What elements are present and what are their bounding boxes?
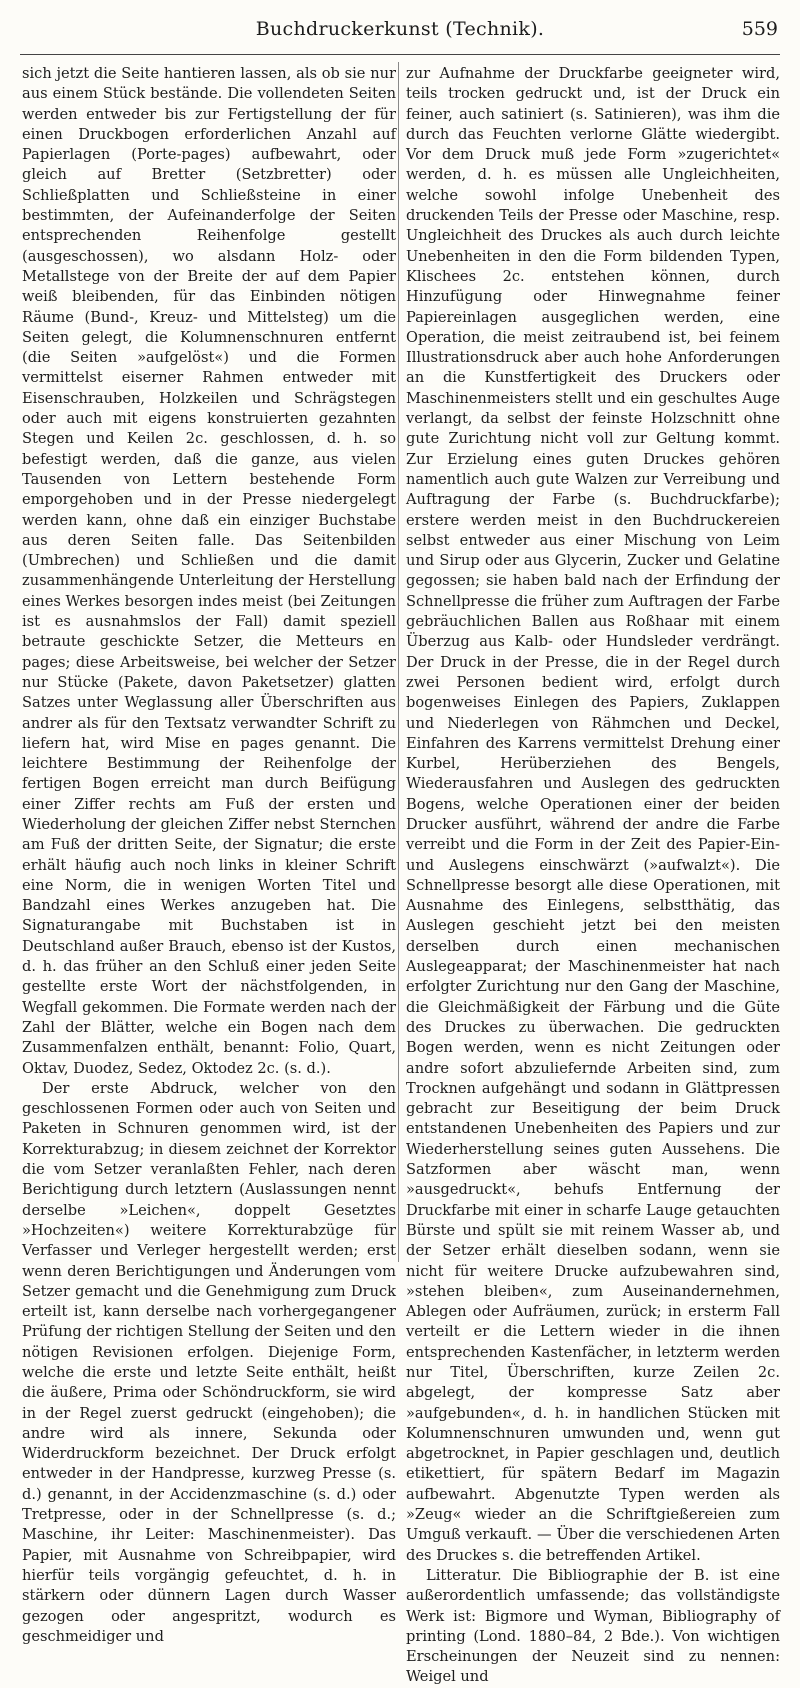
column-divider (398, 62, 399, 1262)
page-number: 559 (741, 18, 778, 40)
running-title: Buchdruckerkunst (Technik). (255, 18, 545, 40)
left-paragraph-1: sich jetzt die Seite hantieren lassen, als ob sie nur aus einem Stück bestände. Die vollendeten Seiten werden entweder bis zur Fertigstellung der für einen Druckbogen erforderlichen Anzahl auf Papierlagen (Porte-pages) aufbewahrt, oder gleich auf Bretter (Setzbretter) oder Schließplatten und Schließsteine in einer bestimmten, der Aufeinanderfolge der Seiten entsprechenden Reihenfolge gestellt (ausgeschossen), wo alsdann Holz- oder Metallstege von der Breite der auf dem Papier weiß bleibenden, für das Einbinden nötigen Räume (Bund-, Kreuz- und Mittelsteg) um die Seiten gelegt, die Kolumnenschnuren entfernt (die Seiten »aufgelöst«) und die Formen vermittelst eiserner Rahmen entweder mit Eisenschrauben, Holzkeilen und Schrägstegen oder auch mit eigens konstruierten gezahnten Stegen und Keilen 2c. geschlossen, d. h. so befestigt werden, daß die ganze, aus vielen Tausenden von Lettern bestehende Form emporgehoben und in der Presse niedergelegt werden kann, ohne daß ein einziger Buchstabe aus deren Seiten falle. Das Seitenbilden (Umbrechen) und Schließen und die damit zusammenhängende Unterleitung der Herstellung eines Werkes besorgen indes meist (bei Zeitungen ist es ausnahmslos der Fall) damit speziell betraute geschickte Setzer, die Metteurs en pages; diese Arbeitsweise, bei welcher der Setzer nur Stücke (Pakete, davon Paketsetzer) glatten Satzes unter Weglassung aller Überschriften aus andrer als für den Textsatz verwandter Schrift zu liefern hat, wird Mise en pages genannt. Die leichtere Bestimmung der Reihenfolge der fertigen Bogen erreicht man durch Beifügung einer Ziffer rechts am Fuß der ersten und Wiederholung der gleichen Ziffer nebst Sternchen am Fuß der dritten Seite, der Signatur; die erste erhält häufig auch noch links in kleiner Schrift eine Norm, die in wenigen Worten Titel und Bandzahl eines Werkes anzugeben hat. Die Signaturangabe mit Buchstaben ist in Deutschland außer Brauch, ebenso ist der Kustos, d. h. das früher an den Schluß einer jeden Seite gestellte erste Wort der nächstfolgenden, in Wegfall gekommen. Die Formate werden nach der Zahl der Blätter, welche ein Bogen nach dem Zusammenfalzen enthält, benannt: Folio, Quart, Oktav, Duodez, Sedez, Oktodez 2c. (s. d.). (22, 65, 396, 1077)
right-column (406, 64, 780, 1686)
right-paragraph-1: zur Aufnahme der Druckfarbe geeigneter wird, teils trocken gedruckt und, ist der Druck ein feiner, auch satiniert (s. Satinieren), was ihm die durch das Feuchten verlorne Glätte wiedergibt. Vor dem Druck muß jede Form »zugerichtet« werden, d. h. es müssen alle Ungleichheiten, welche sowohl infolge Unebenheit des druckenden Teils der Presse oder Maschine, resp. Ungleichheit des Druckes als auch durch leichte Unebenheiten in den die Form bildenden Typen, Klischees 2c. entstehen können, durch Hinzufügung oder Hinwegnahme feiner Papiereinlagen ausgeglichen werden, eine Operation, die meist zeitraubend ist, bei feinem Illustrationsdruck aber auch hohe Anforderungen an die Kunstfertigkeit des Druckers oder Maschinenmeisters stellt und ein geschultes Auge verlangt, da selbst der feinste Holzschnitt ohne gute Zurichtung nicht voll zur Geltung kommt. Zur Erzielung eines guten Druckes gehören namentlich auch gute Walzen zur Verreibung und Auftragung der Farbe (s. Buchdruckfarbe); erstere werden meist in den Buchdruckereien selbst entweder aus einer Mischung von Leim und Sirup oder aus Glycerin, Zucker und Gelatine gegossen; sie haben bald nach der Erfindung der Schnellpresse die früher zum Auftragen der Farbe gebräuchlichen Ballen aus Roßhaar mit einem Überzug aus Kalb- oder Hundsleder verdrängt. Der Druck in der Presse, die in der Regel durch zwei Personen bedient wird, erfolgt durch bogenweises Einlegen des Papiers, Zuklappen und Niederlegen von Rähmchen und Deckel, Einfahren des Karrens vermittelst Drehung einer Kurbel, Herüberziehen des Bengels, Wiederausfahren und Auslegen des gedruckten Bogens, welche Operationen einer der beiden Drucker ausführt, während der andre die Farbe verreibt und die Form in der Zeit des Papier-Ein- und Auslegens einschwärzt (»aufwalzt«). Die Schnellpresse besorgt alle diese Operationen, mit Ausnahme des Einlegens, selbstthätig, das Auslegen geschieht jetzt bei den meisten derselben durch einen mechanischen Auslegeapparat; der Maschinenmeister hat nach erfolgter Zurichtung nur den Gang der Maschine, die Gleichmäßigkeit der Färbung und die Güte des Druckes zu überwachen. Die gedruckten Bogen werden, wenn es nicht Zeitungen oder andre sofort abzuliefernde Arbeiten sind, zum Trocknen aufgehängt und sodann in Glättpressen gebracht zur Beseitigung der beim Druck entstandenen Unebenheiten des Papiers und zur Wiederherstellung seines guten Aussehens. Die Satzformen aber wäscht man, wenn »ausgedruckt«, behufs Entfernung der Druckfarbe mit einer in scharfe Lauge getauchten Bürste und spült sie mit reinem Wasser ab, und der Setzer erhält dieselben sodann, wenn sie nicht für weitere Drucke aufzubewahren sind, »stehen bleiben«, zum Auseinandernehmen, Ablegen oder Aufräumen, zurück; in ersterm Fall verteilt er die Lettern wieder in die ihnen entsprechenden Kastenfächer, in letzterm werden nur Titel, Überschriften, kurze Zeilen 2c. abgelegt, der kompresse Satz aber »aufgebunden«, d. h. in handlichen Stücken mit Kolumnenschnuren umwunden und, wenn gut abgetrocknet, in Papier geschlagen und, deutlich etikettiert, für spätern Bedarf im Magazin aufbewahrt. Abgenutzte Typen werden als »Zeug« wieder an die Schriftgießereien zum Umguß verkauft. — Über die verschiedenen Arten des Druckes s. die betreffenden Artikel. (406, 65, 780, 1564)
left-paragraph-2: Der erste Abdruck, welcher von den geschlossenen Formen oder auch von Seiten und Paketen in Schnuren genommen wird, ist der Korrekturabzug; in diesem zeichnet der Korrektor die vom Setzer veranlaßten Fehler, nach deren Berichtigung durch letztern (Auslassungen nennt derselbe »Leichen«, doppelt Gesetztes »Hochzeiten«) weitere Korrekturabzüge für Verfasser und Verleger hergestellt werden; erst wenn deren Berichtigungen und Änderungen vom Setzer gemacht und die Genehmigung zum Druck erteilt ist, kann derselbe nach vorhergegangener Prüfung der richtigen Stellung der Seiten und den nötigen Revisionen erfolgen. Diejenige Form, welche die erste und letzte Seite enthält, heißt die äußere, Prima oder Schöndruckform, sie wird in der Regel zuerst gedruckt (eingehoben); die andre wird als innere, Sekunda oder Widerdruckform bezeichnet. Der Druck erfolgt entweder in der Handpresse, kurzweg Presse (s. d.) genannt, in der Accidenzmaschine (s. d.) oder Tretpresse, oder in der Schnellpresse (s. d.; Maschine, ihr Leiter: Maschinenmeister). Das Papier, mit Ausnahme von Schreibpapier, wird hierfür teils vorgängig gefeuchtet, d. h. in stärkern oder dünnern Lagen durch Wasser gezogen oder angespritzt, wodurch es geschmeidiger und (22, 1079, 396, 1645)
running-header (20, 10, 780, 55)
right-paragraph-2-literature: Litteratur. Die Bibliographie der B. ist eine außerordentlich umfassende; das vollständigste Werk ist: Bigmore und Wyman, Bibliography of printing (Lond. 1880–84, 2 Bde.). Von wichtigen Erscheinungen der Neuzeit sind zu nennen: Weigel und (406, 1566, 780, 1686)
left-column (22, 64, 396, 1645)
